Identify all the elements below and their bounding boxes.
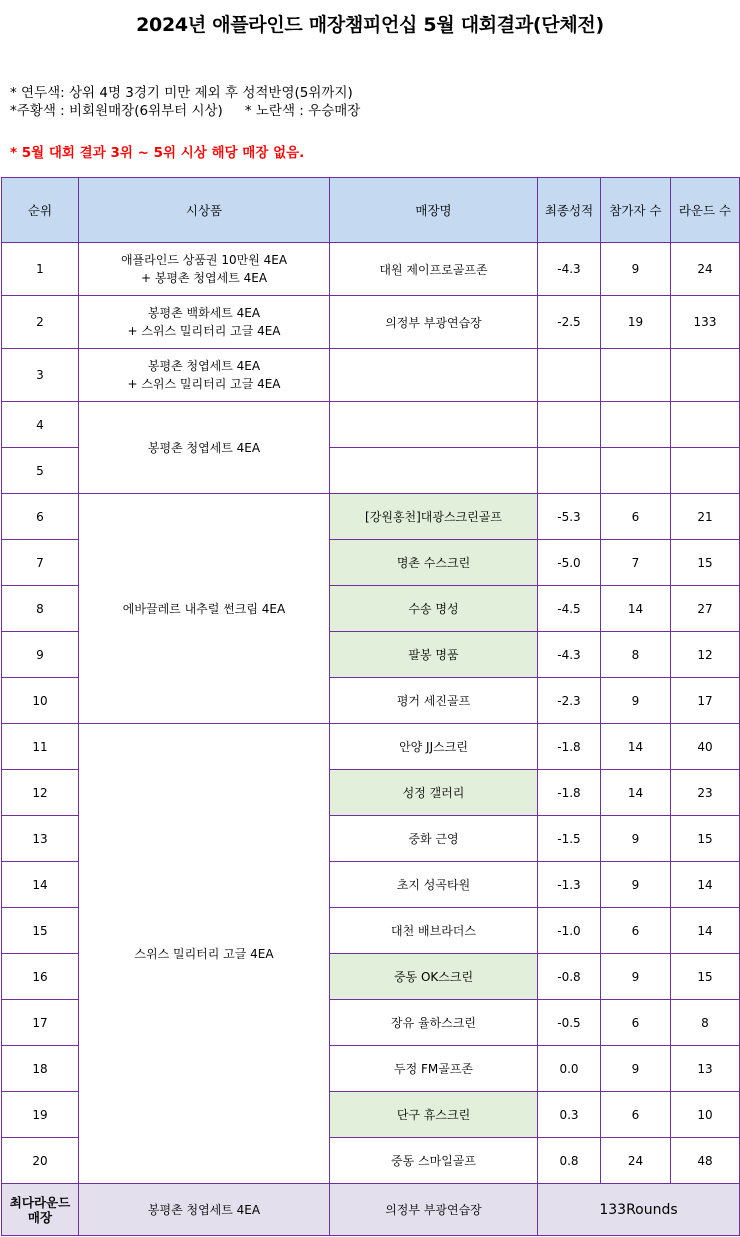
participants-cell: 14 [601,770,671,816]
score-cell: -1.0 [538,908,601,954]
rounds-cell: 14 [671,862,740,908]
note-color-legend [10,102,360,120]
rank-cell: 9 [2,632,79,678]
rounds-cell: 14 [671,908,740,954]
participants-cell: 9 [601,862,671,908]
rank-cell: 3 [2,349,79,402]
rounds-cell: 17 [671,678,740,724]
participants-cell: 9 [601,954,671,1000]
store-cell: 초지 성곡타원 [330,862,538,908]
store-cell: 평거 세진골프 [330,678,538,724]
note-orange-rule: *주황색 : 비회원매장(6위부터 시상) [10,103,223,119]
score-cell: -1.3 [538,862,601,908]
store-cell: 중화 근영 [330,816,538,862]
prize-cell: 에바끌레르 내추럴 썬크림 4EA [79,494,330,724]
table-row [2,349,740,402]
page-title: 2024년 애플라인드 매장챔피언십 5월 대회결과(단체전) [136,14,604,36]
rounds-cell: 23 [671,770,740,816]
prize-line: + 스위스 밀리터리 고글 4EA [127,377,281,391]
store-cell: 팔봉 명품 [330,632,538,678]
rank-cell: 2 [2,296,79,349]
rounds-cell: 15 [671,816,740,862]
participants-cell [601,448,671,494]
store-cell: 대천 배브라더스 [330,908,538,954]
participants-cell [601,349,671,402]
score-cell: 0.3 [538,1092,601,1138]
rank-cell: 8 [2,586,79,632]
rounds-cell: 10 [671,1092,740,1138]
header-row [2,178,740,243]
most-rounds-count: 133Rounds [538,1184,740,1236]
rounds-cell [671,349,740,402]
score-cell: -4.5 [538,586,601,632]
rank-cell: 19 [2,1092,79,1138]
rounds-cell: 40 [671,724,740,770]
rounds-cell: 133 [671,296,740,349]
header-rounds: 라운드 수 [671,178,740,243]
rank-cell: 15 [2,908,79,954]
store-cell [330,402,538,448]
rank-cell: 6 [2,494,79,540]
rank-cell: 1 [2,243,79,296]
rounds-cell: 15 [671,540,740,586]
score-cell: -4.3 [538,243,601,296]
most-rounds-label-line: 최다라운드 [9,1194,71,1210]
header-participants: 참가자 수 [601,178,671,243]
score-cell: -2.3 [538,678,601,724]
rank-cell: 20 [2,1138,79,1184]
score-cell: -5.0 [538,540,601,586]
prize-cell [79,349,330,402]
notes [10,84,360,120]
store-cell: [강원홍천]대광스크린골프 [330,494,538,540]
rank-cell: 18 [2,1046,79,1092]
participants-cell: 14 [601,724,671,770]
score-cell: 0.8 [538,1138,601,1184]
prize-line: 애플라인드 상품권 10만원 4EA [120,253,288,267]
participants-cell [601,402,671,448]
table-row [2,724,740,770]
participants-cell: 9 [601,1046,671,1092]
most-rounds-row [2,1184,740,1236]
score-cell: -1.5 [538,816,601,862]
most-rounds-label-line: 매장 [27,1209,53,1225]
participants-cell: 24 [601,1138,671,1184]
participants-cell: 6 [601,1092,671,1138]
results-table [1,177,740,1236]
rounds-cell: 8 [671,1000,740,1046]
prize-line: + 스위스 밀리터리 고글 4EA [127,324,281,338]
participants-cell: 14 [601,586,671,632]
most-rounds-store: 의정부 부광연습장 [330,1184,538,1236]
header-prize: 시상품 [79,178,330,243]
store-cell: 안양 JJ스크린 [330,724,538,770]
rank-cell: 17 [2,1000,79,1046]
score-cell: -4.3 [538,632,601,678]
rank-cell: 14 [2,862,79,908]
score-cell: 0.0 [538,1046,601,1092]
table-row [2,243,740,296]
score-cell: -2.5 [538,296,601,349]
rank-cell: 13 [2,816,79,862]
rounds-cell: 15 [671,954,740,1000]
prize-cell [79,243,330,296]
store-cell: 두정 FM골프존 [330,1046,538,1092]
participants-cell: 8 [601,632,671,678]
participants-cell: 9 [601,816,671,862]
store-cell [330,448,538,494]
header-rank: 순위 [2,178,79,243]
store-cell: 의정부 부광연습장 [330,296,538,349]
note-green-rule: * 연두색: 상위 4명 3경기 미만 제외 후 성적반영(5위까지) [10,85,353,101]
rank-cell: 10 [2,678,79,724]
rounds-cell: 27 [671,586,740,632]
rounds-cell: 12 [671,632,740,678]
score-cell [538,349,601,402]
store-cell: 장유 율하스크린 [330,1000,538,1046]
participants-cell: 9 [601,678,671,724]
store-cell: 명촌 수스크린 [330,540,538,586]
note-no-award: * 5월 대회 결과 3위 ~ 5위 시상 해당 매장 없음. [10,145,305,161]
prize-line: 봉평촌 백화세트 4EA [147,306,261,320]
table-row [2,402,740,448]
rounds-cell: 48 [671,1138,740,1184]
table-row [2,296,740,349]
score-cell: -0.5 [538,1000,601,1046]
prize-line: 봉평촌 청엽세트 4EA [147,359,261,373]
participants-cell: 6 [601,908,671,954]
prize-line: + 봉평촌 청엽세트 4EA [140,271,268,285]
score-cell: -1.8 [538,724,601,770]
score-cell: -0.8 [538,954,601,1000]
store-cell: 대원 제이프로골프존 [330,243,538,296]
participants-cell: 7 [601,540,671,586]
note-yellow-rule: * 노란색 : 우승매장 [244,103,361,119]
score-cell [538,402,601,448]
score-cell: -1.8 [538,770,601,816]
store-cell: 중동 스마일골프 [330,1138,538,1184]
store-cell: 중동 OK스크린 [330,954,538,1000]
store-cell [330,349,538,402]
rank-cell: 11 [2,724,79,770]
participants-cell: 6 [601,494,671,540]
rounds-cell: 21 [671,494,740,540]
score-cell: -5.3 [538,494,601,540]
most-rounds-label [2,1184,79,1236]
participants-cell: 19 [601,296,671,349]
header-store: 매장명 [330,178,538,243]
rank-cell: 16 [2,954,79,1000]
rank-cell: 12 [2,770,79,816]
rank-cell: 7 [2,540,79,586]
table-row [2,494,740,540]
store-cell: 단구 휴스크린 [330,1092,538,1138]
rounds-cell [671,448,740,494]
prize-cell: 스위스 밀리터리 고글 4EA [79,724,330,1184]
store-cell: 수송 명성 [330,586,538,632]
rank-cell: 5 [2,448,79,494]
rank-cell: 4 [2,402,79,448]
prize-cell: 봉평촌 청엽세트 4EA [79,402,330,494]
most-rounds-prize: 봉평촌 청엽세트 4EA [79,1184,330,1236]
participants-cell: 9 [601,243,671,296]
rounds-cell: 13 [671,1046,740,1092]
header-score: 최종성적 [538,178,601,243]
rounds-cell [671,402,740,448]
rounds-cell: 24 [671,243,740,296]
participants-cell: 6 [601,1000,671,1046]
store-cell: 성정 갤러리 [330,770,538,816]
prize-cell [79,296,330,349]
score-cell [538,448,601,494]
